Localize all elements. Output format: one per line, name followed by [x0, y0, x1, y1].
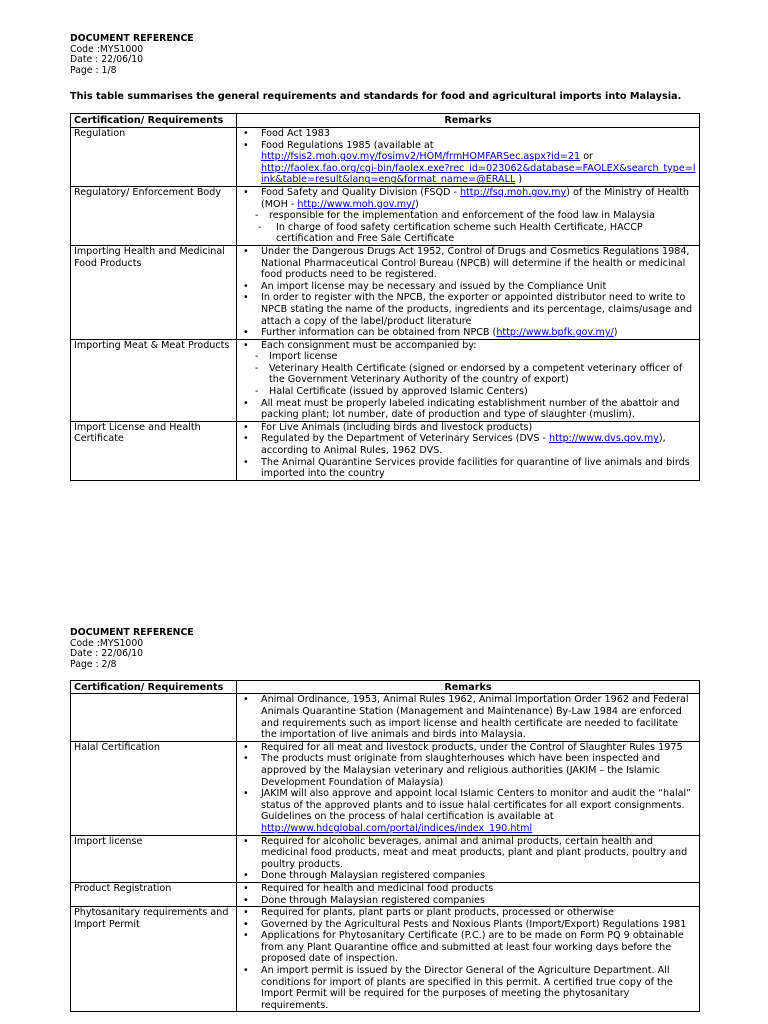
list-item: • An import permit is issued by the Director General of the Agriculture Department. All conditions for import of plants are specified in this permit. A certified true copy of the Import Permit will be required for the purposes of meeting the phytosanitary requirements. — [240, 965, 696, 1011]
doc-reference-title: DOCUMENT REFERENCE — [70, 33, 194, 44]
page-1 — [70, 34, 700, 481]
table-row — [71, 835, 700, 882]
doc-date: Date : 22/06/10 — [70, 54, 144, 66]
doc-page-number: Page : 2/8 — [70, 659, 117, 671]
document-header — [70, 34, 700, 77]
list-item: • In order to register with the NPCB, the exporter or appointed distributor need to write to NPCB stating the name of the products, ingredients and its percentage, claims/usage and attach a copy of the label/product literature — [240, 292, 696, 327]
requirement-cell: Importing Health and Medicinal Food Products — [71, 245, 237, 339]
doc-page-number: Page : 1/8 — [70, 65, 117, 77]
doc-code: Code :MYS1000 — [70, 637, 144, 649]
bpfk-link[interactable]: http://www.bpfk.gov.my/ — [496, 327, 614, 339]
list-item: • The Animal Quarantine Services provide facilities for quarantine of live animals and birds imported into the country — [240, 457, 696, 480]
list-item: • Animal Ordinance, 1953, Animal Rules 1962, Animal Importation Order 1962 and Federal Animals Quarantine Station (Management and Maintenance) By-Law 1984 are enforced and requirements such as import license and health certificate are needed to facilitate the importation of live animals and birds into Malaysia. — [240, 694, 696, 740]
requirement-cell: Halal Certification — [71, 741, 237, 835]
table-row — [71, 245, 700, 339]
remarks-cell — [237, 882, 700, 906]
list-item: • Done through Malaysian registered companies — [240, 870, 696, 882]
remarks-cell — [237, 339, 700, 421]
requirement-cell: Product Registration — [71, 882, 237, 906]
fsis-link[interactable]: http://fsis2.moh.gov.my/fosimv2/HOM/frmHOMFARSec.aspx?id=21 — [261, 151, 581, 163]
requirement-cell: Importing Meat & Meat Products — [71, 339, 237, 421]
column-header-requirements: Certification/ Requirements — [71, 114, 237, 128]
column-header-remarks: Remarks — [237, 114, 700, 128]
list-item: • Applications for Phytosanitary Certificate (P.C.) are to be made on Form PQ 9 obtainable from any Plant Quarantine office and submitted at least four working days before the proposed date of inspection. — [240, 930, 696, 965]
table-header-row — [71, 680, 700, 694]
fsq-link[interactable]: http://fsq.moh.gov.my — [459, 186, 567, 198]
list-item: - responsible for the implementation and enforcement of the food law in Malaysia — [240, 210, 696, 222]
doc-reference-title: DOCUMENT REFERENCE — [70, 627, 194, 638]
remarks-cell — [237, 128, 700, 187]
intro-text: This table summarises the general requirements and standards for food and agricultural imports into Malaysia. — [70, 90, 682, 102]
list-item: • For Live Animals (including birds and livestock products) — [240, 422, 696, 434]
list-item: • Further information can be obtained from NPCB (http://www.bpfk.gov.my/) — [240, 327, 696, 339]
requirements-table — [70, 113, 700, 480]
list-item: • Required for health and medicinal food products — [240, 883, 696, 895]
list-item: - Import license — [240, 351, 696, 363]
dvs-link[interactable]: http://www.dvs.gov.my — [548, 433, 659, 445]
list-item: • Required for all meat and livestock products, under the Control of Slaughter Rules 1975 — [240, 742, 696, 754]
table-row — [71, 741, 700, 835]
table-row — [71, 339, 700, 421]
remarks-cell — [237, 835, 700, 882]
document-header — [70, 628, 700, 671]
remarks-cell — [237, 741, 700, 835]
list-item: • An import license may be necessary and issued by the Compliance Unit — [240, 281, 696, 293]
list-item: • Required for plants, plant parts or plant products, processed or otherwise — [240, 907, 696, 919]
list-item: • Each consignment must be accompanied by: — [240, 340, 696, 352]
hdc-link[interactable]: http://www.hdcglobal.com/portal/indices/index_190.html — [261, 822, 533, 834]
page-2 — [70, 628, 700, 1012]
list-item: • Under the Dangerous Drugs Act 1952, Control of Drugs and Cosmetics Regulations 1984, National Pharmaceutical Control Bureau (NPCB) will determine if the health or medicinal food products need to be registered. — [240, 246, 696, 281]
table-row — [71, 907, 700, 1012]
list-item: - In charge of food safety certification scheme such Health Certificate, HACCP certification and Free Sale Certificate — [240, 222, 696, 245]
table-row — [71, 421, 700, 480]
moh-link[interactable]: http://www.moh.gov.my/ — [297, 198, 415, 210]
list-item: • All meat must be properly labeled indicating establishment number of the abattoir and packing plant; lot number, date of production and type of slaughter (muslim). — [240, 398, 696, 421]
list-item: • JAKIM will also approve and appoint local Islamic Centers to monitor and audit the “halal” status of the approved plants and to issue halal certificates for all export consignments. Guidelines on the process of halal certification is available at http://www.hdcglobal.com/portal/indices/index_190.html — [240, 788, 696, 834]
remarks-cell — [237, 907, 700, 1012]
table-header-row — [71, 114, 700, 128]
list-item: • The products must originate from slaughterhouses which have been inspected and approved by the Malaysian veterinary and religious authorities (JAKIM – the Islamic Development Foundation of Malaysia) — [240, 753, 696, 788]
requirement-cell: Regulation — [71, 128, 237, 187]
list-item: • Required for alcoholic beverages, animal and animal products, certain health and medicinal food products, meat and meat products, plant and plant products, poultry and poultry products. — [240, 836, 696, 871]
remarks-cell — [237, 421, 700, 480]
requirement-cell — [71, 694, 237, 741]
list-item: - Halal Certificate (issued by approved Islamic Centers) — [240, 386, 696, 398]
list-item: - Veterinary Health Certificate (signed or endorsed by a competent veterinary officer of the Government Veterinary Authority of the country of export) — [240, 363, 696, 386]
doc-date: Date : 22/06/10 — [70, 648, 144, 660]
requirement-cell: Import license — [71, 835, 237, 882]
remarks-cell — [237, 186, 700, 245]
list-item: • Governed by the Agricultural Pests and Noxious Plants (Import/Export) Regulations 1981 — [240, 919, 696, 931]
table-row — [71, 186, 700, 245]
table-row — [71, 694, 700, 741]
doc-code: Code :MYS1000 — [70, 43, 144, 55]
remarks-cell — [237, 245, 700, 339]
requirement-cell: Phytosanitary requirements and Import Permit — [71, 907, 237, 1012]
table-row — [71, 882, 700, 906]
column-header-requirements: Certification/ Requirements — [71, 680, 237, 694]
list-item: • Food Regulations 1985 (available at http://fsis2.moh.gov.my/fosimv2/HOM/frmHOMFARSec.aspx?id=21 or http://faolex.fao.org/cgi-bin/faolex.exe?rec_id=023062&database=FAOLEX&search_type=link&table=result&lang=eng&format_name=@ERALL ) — [240, 140, 696, 186]
requirements-table — [70, 680, 700, 1013]
faolex-link[interactable]: http://faolex.fao.org/cgi-bin/faolex.exe?rec_id=023062&database=FAOLEX&search_type=link&table=result&lang=eng&format_name=@ERALL — [261, 162, 696, 186]
table-row — [71, 128, 700, 187]
column-header-remarks: Remarks — [237, 680, 700, 694]
list-item: • Done through Malaysian registered companies — [240, 895, 696, 907]
list-item: • Food Safety and Quality Division (FSQD - http://fsq.moh.gov.my) of the Ministry of Health (MOH - http://www.moh.gov.my/) — [240, 187, 696, 210]
requirement-cell: Regulatory/ Enforcement Body — [71, 186, 237, 245]
requirement-cell: Import License and Health Certificate — [71, 421, 237, 480]
remarks-cell — [237, 694, 700, 741]
list-item: • Food Act 1983 — [240, 128, 696, 140]
list-item: • Regulated by the Department of Veterinary Services (DVS - http://www.dvs.gov.my), according to Animal Rules, 1962 DVS. — [240, 433, 696, 456]
